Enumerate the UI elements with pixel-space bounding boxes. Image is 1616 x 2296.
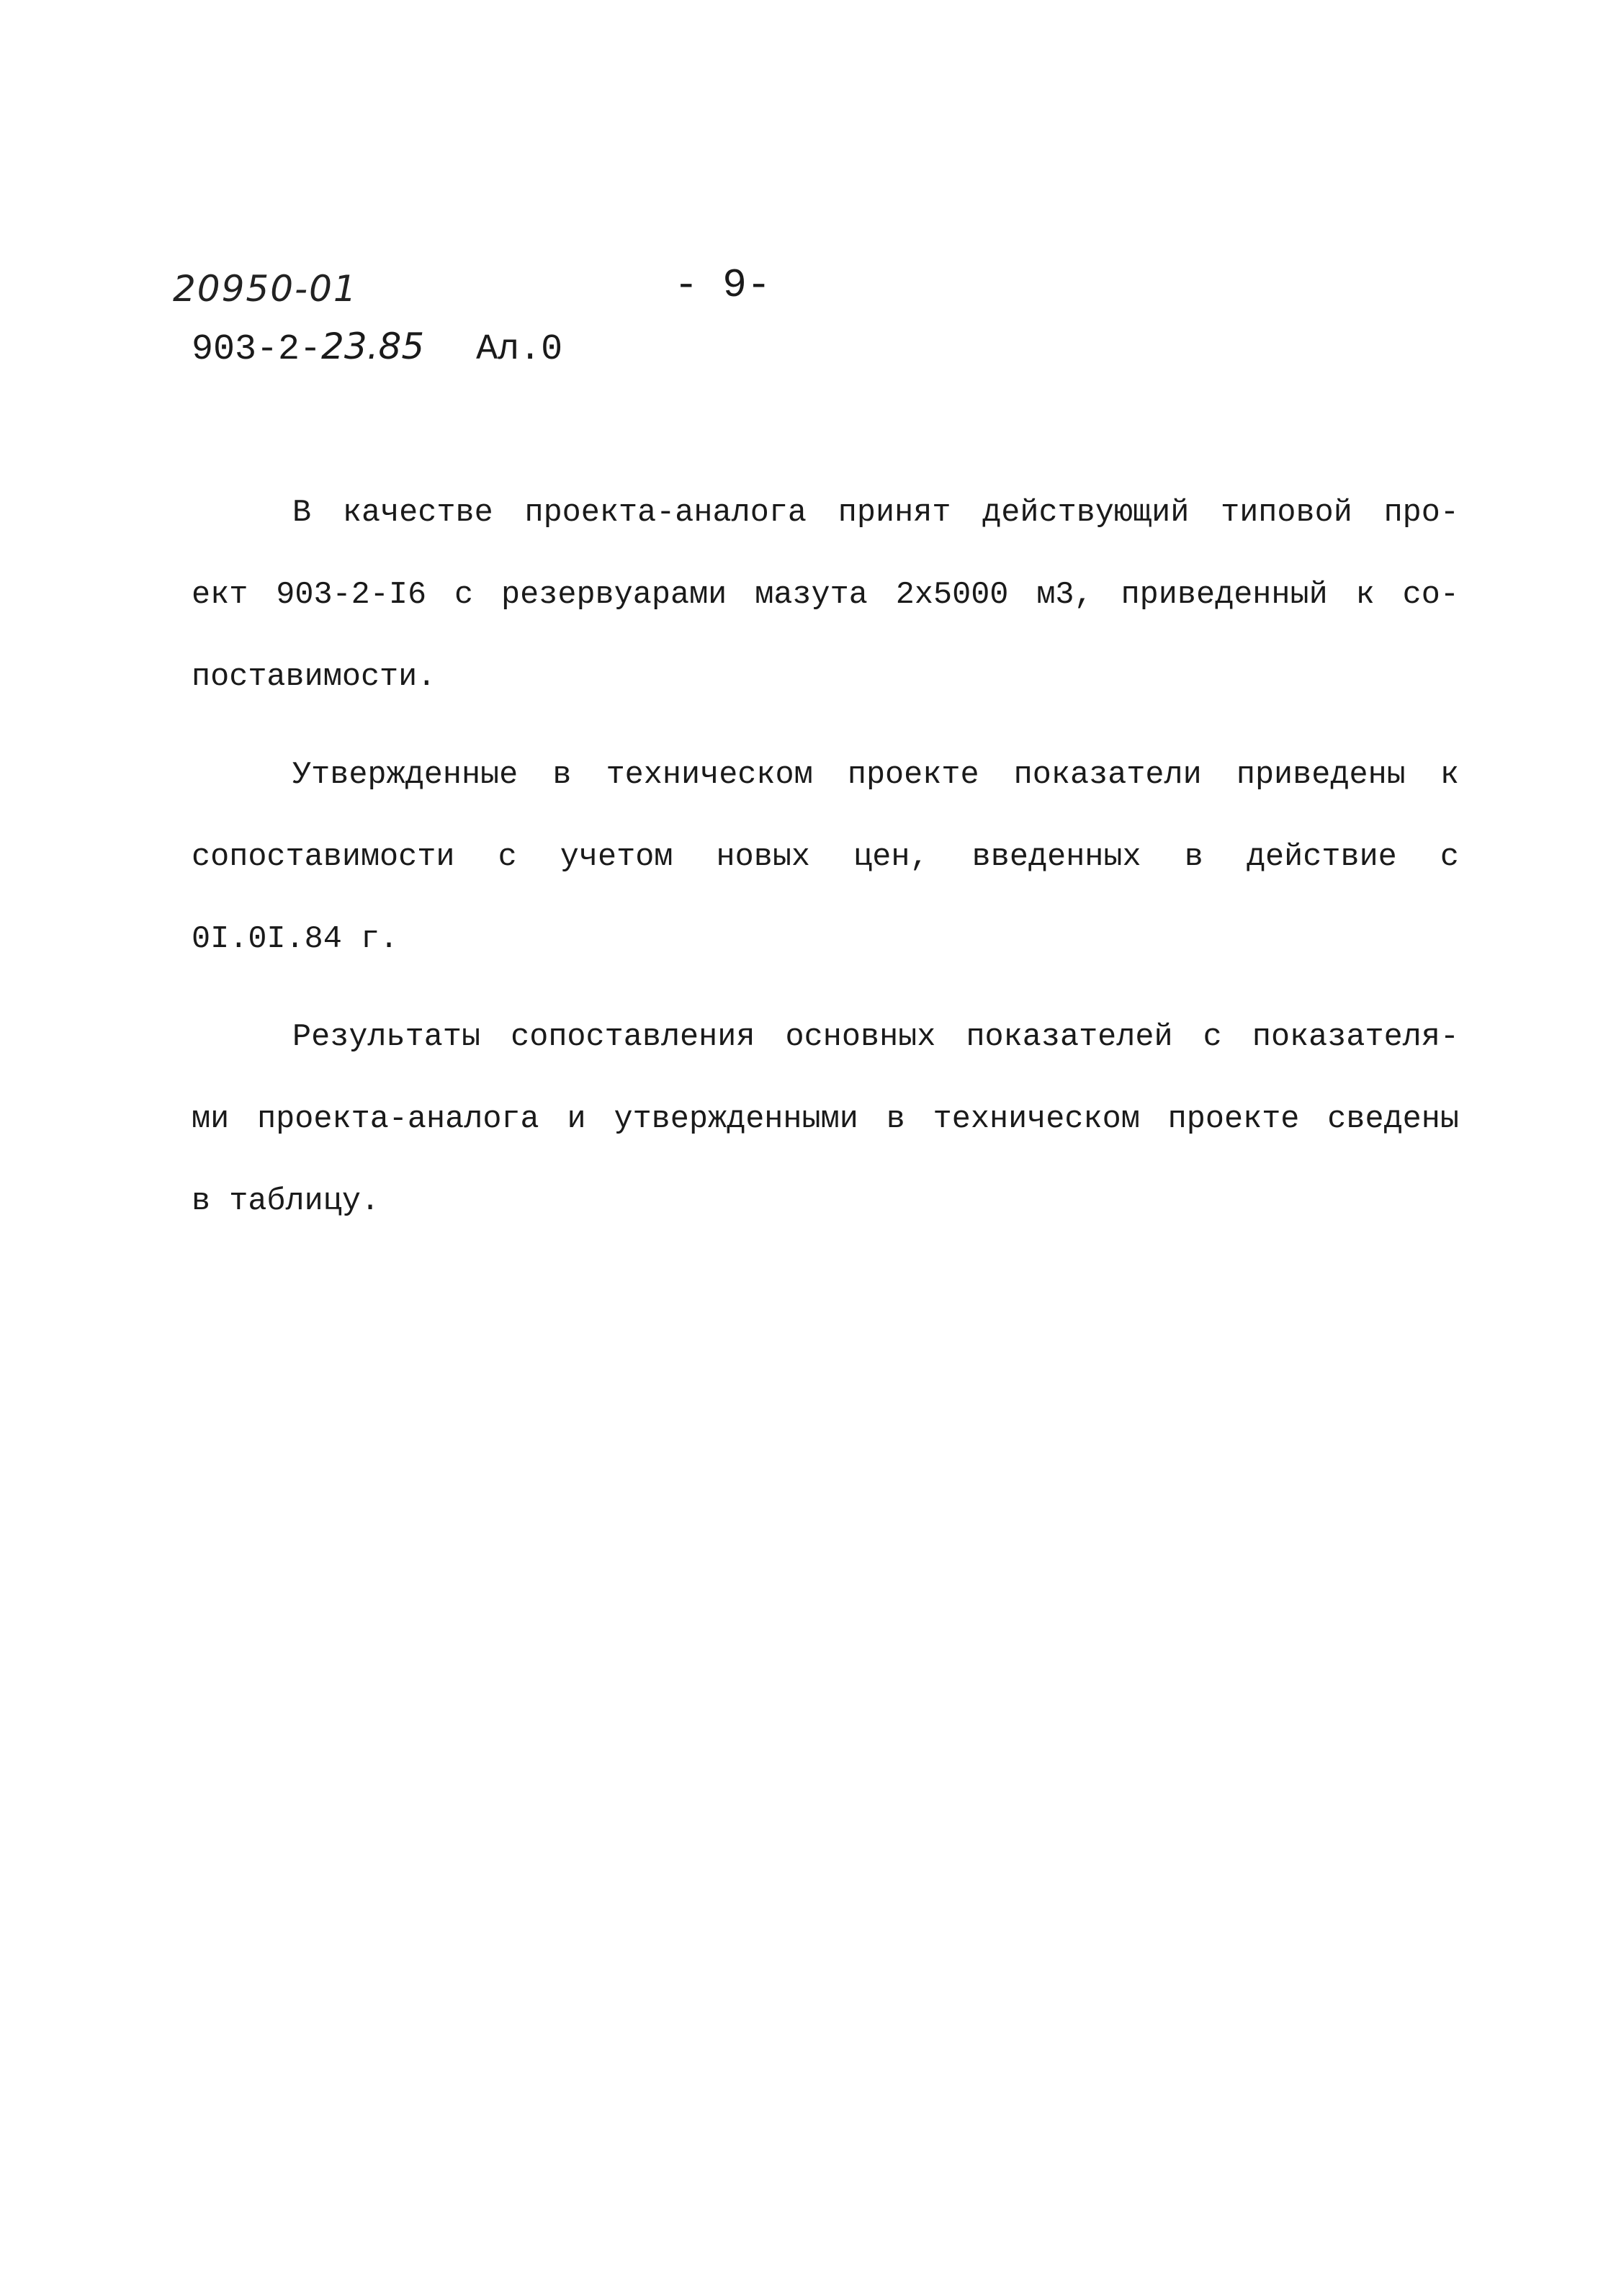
body-text	[192, 472, 1459, 1259]
text-line: ект 903-2-I6 с резервуарами мазута 2х5000 м3, приведенный к со-	[192, 578, 1459, 613]
document-id-handwritten: 20950-01	[173, 268, 358, 310]
page-number: - 9-	[674, 262, 771, 308]
text-line: Результаты сопоставления основных показателей с показателя-	[292, 1020, 1459, 1055]
paragraph-analog-project	[192, 472, 1459, 719]
text-line: 0I.0I.84 г.	[192, 922, 399, 957]
project-code-line	[192, 326, 562, 370]
text-line: поставимости.	[192, 660, 436, 695]
project-code-printed: 903-2-	[192, 329, 322, 370]
sheet-label: Ал.0	[476, 329, 563, 370]
paragraph-approved-indicators	[192, 735, 1459, 981]
text-line: сопоставимости с учетом новых цен, введенных в действие с	[192, 840, 1459, 875]
text-line: ми проекта-аналога и утвержденными в техническом проекте сведены	[192, 1102, 1459, 1137]
paragraph-comparison-results	[192, 997, 1459, 1243]
text-line: В качестве проекта-аналога принят действующий типовой про-	[292, 495, 1459, 531]
project-code-handwritten: 23.85	[321, 326, 425, 367]
text-line: Утвержденные в техническом проекте показатели приведены к	[292, 758, 1459, 793]
text-line: в таблицу.	[192, 1184, 380, 1219]
